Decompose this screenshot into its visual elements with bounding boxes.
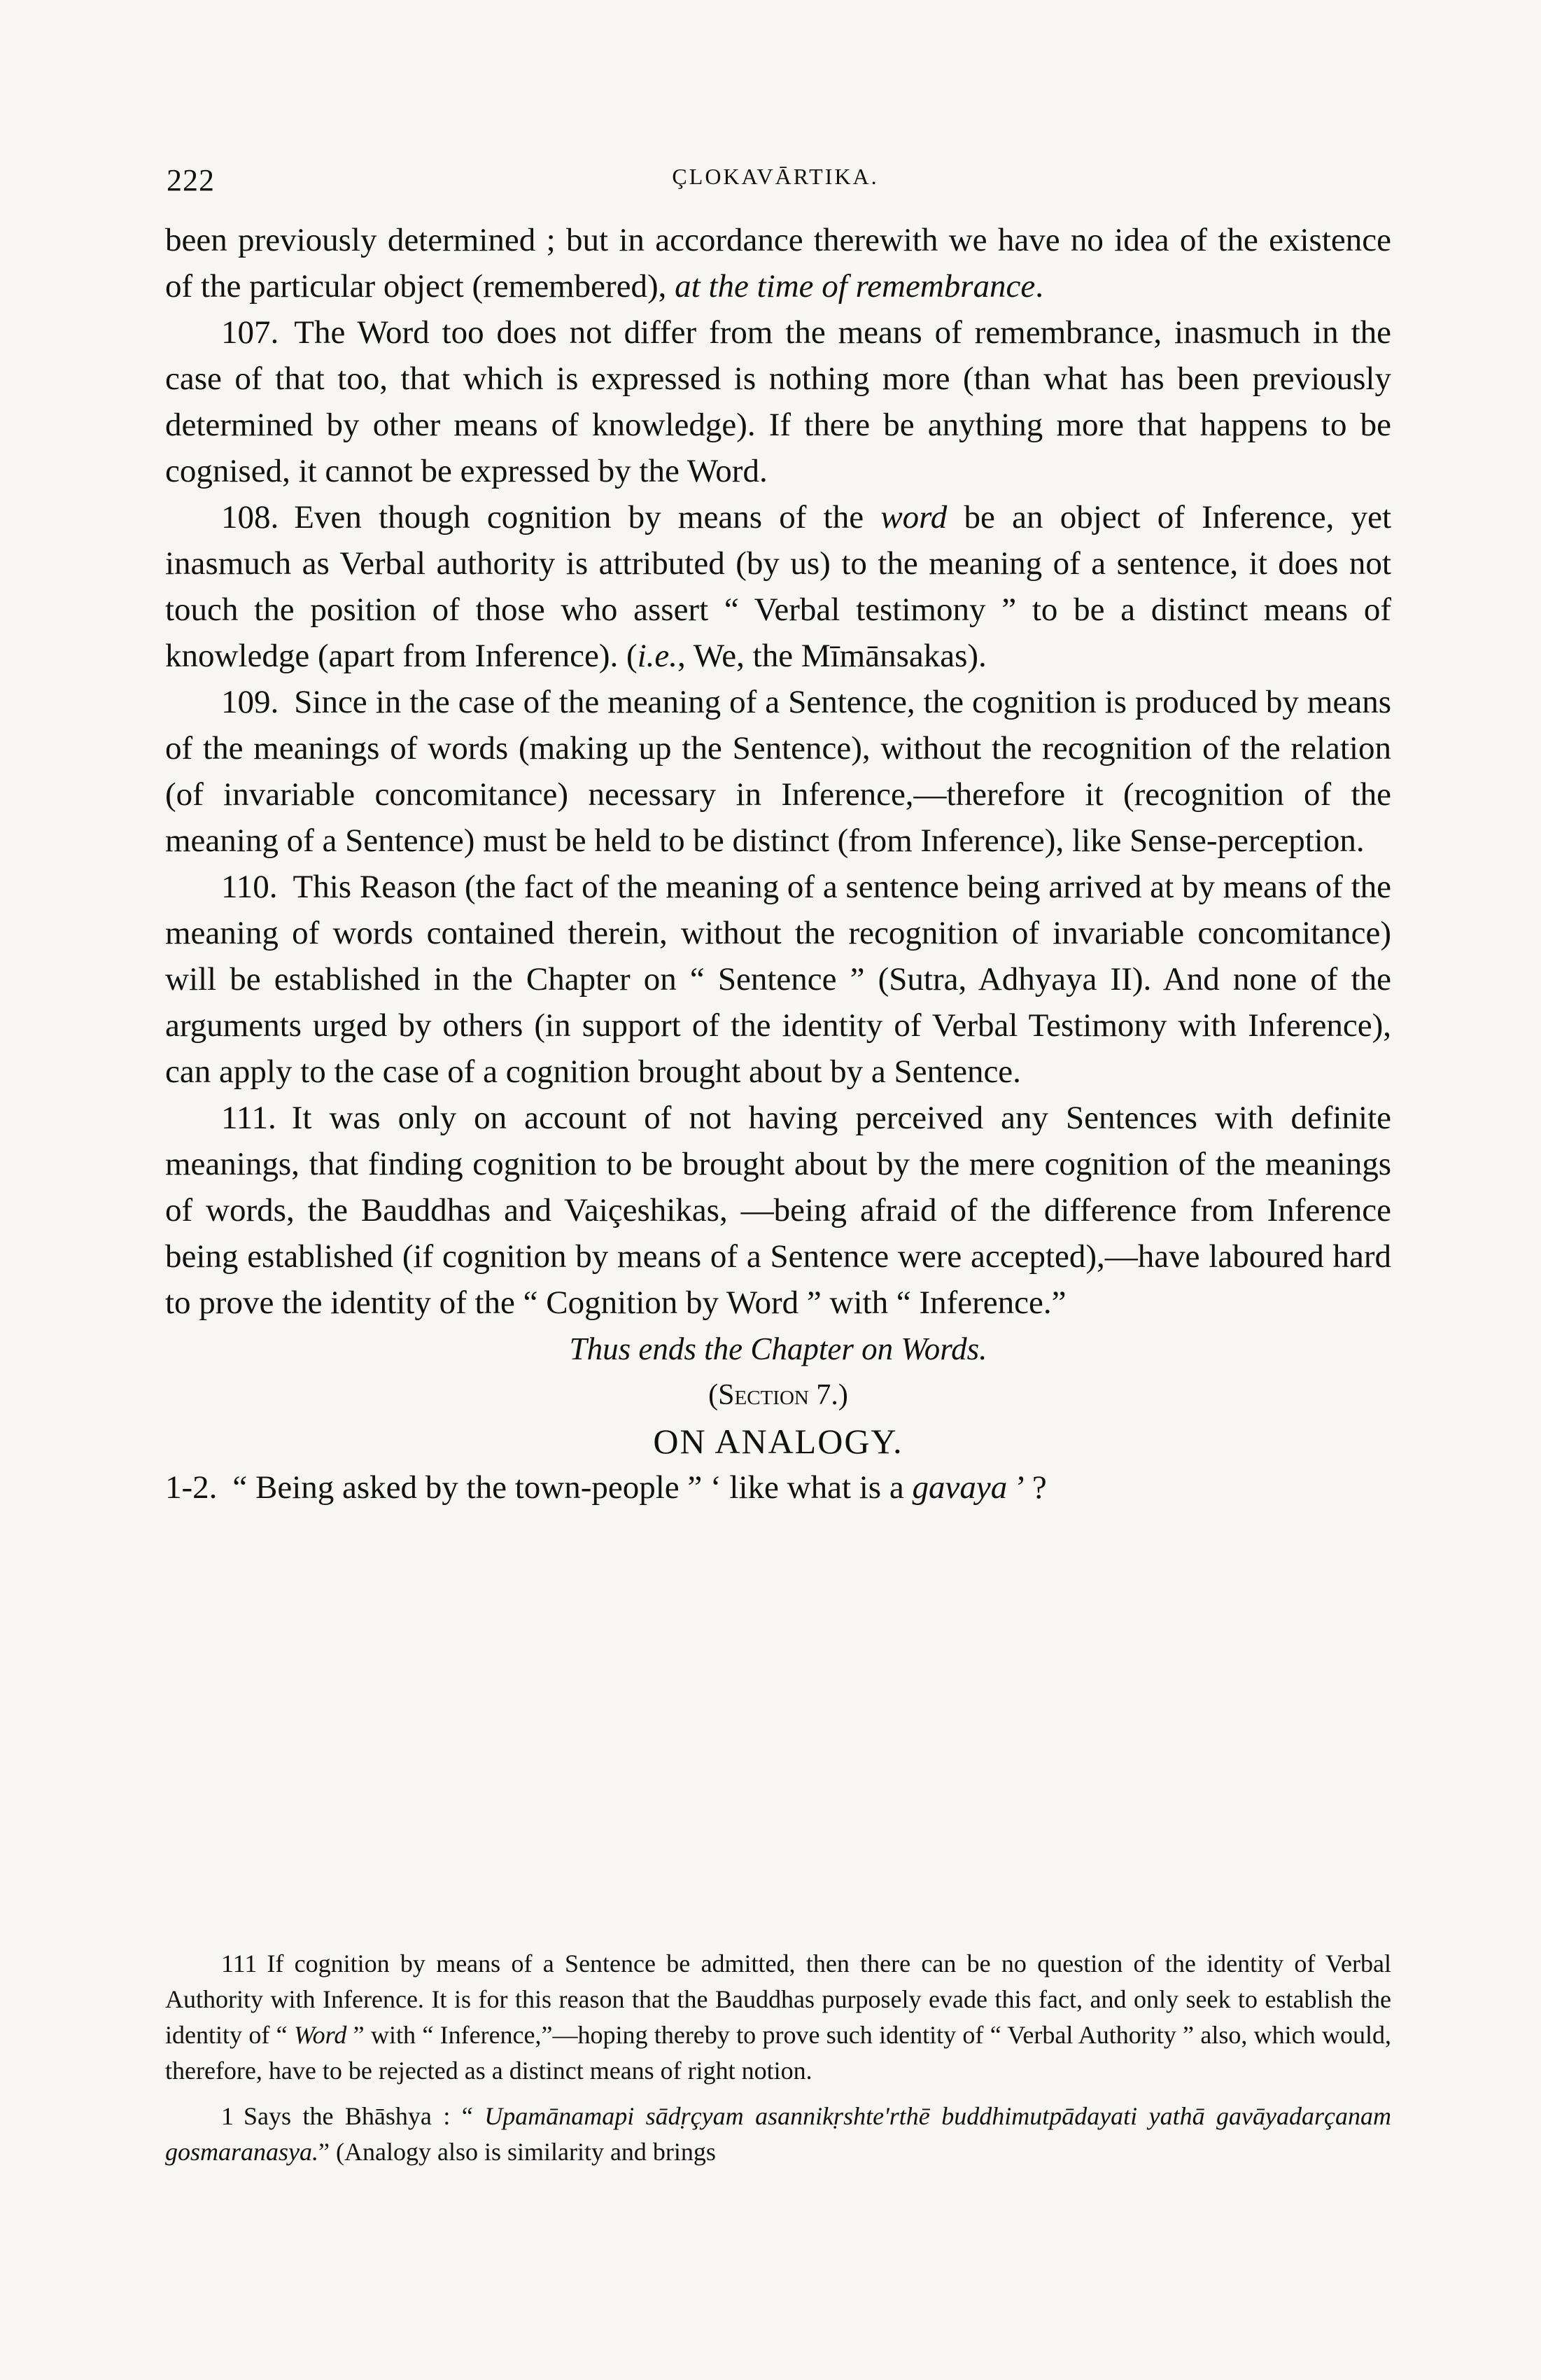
main-text <box>165 217 1391 1511</box>
page-header <box>167 162 1384 204</box>
section-label: (Section 7.) <box>708 1379 848 1411</box>
paragraph-108: 108. Even though cognition by means of the word be an object of Inference, yet inasmuch as Verbal authority is attributed (by us) to the meaning of a sentence, it does not touch the position of those who assert “ Verbal testimony ” to be a distinct means of knowledge (apart from Inference). (i.e., We, the Mīmānsakas). <box>165 499 1391 674</box>
paragraph-107: 107. The Word too does not differ from the means of remembrance, inasmuch in the case of that too, that which is expressed is nothing more (than what has been previously determined by other means of knowledge). If there be anything more that happens to be cognised, it cannot be expressed by the Word. <box>165 314 1391 489</box>
footnote-111: 111 If cognition by means of a Sentence be admitted, then there can be no question of the identity of Verbal Authority with Inference. It is for this reason that the Bauddhas purposely evade this fact, and only seek to establish the identity of “ Word ” with “ Inference,”—hoping thereby to prove such identity of “ Verbal Authority ” also, which would, therefore, have to be rejected as a distinct means of right notion. <box>165 1949 1391 2085</box>
footnote-number: 111 <box>221 1949 258 1977</box>
verse-1-2: 1-2. “ Being asked by the town-people ” ‘ like what is a gavaya ’ ? <box>165 1469 1047 1506</box>
footnotes <box>165 1946 1391 2180</box>
running-title: ÇLOKAVĀRTIKA. <box>672 164 879 189</box>
paragraph-number: 107. <box>221 314 279 351</box>
paragraph-109: 109. Since in the case of the meaning of a Sentence, the cognition is produced by means of the meanings of words (making up the Sentence), without the recognition of the relation (of invariable concomitance) necessary in Inference,—therefore it (recognition of the meaning of a Sentence) must be held to be distinct (from Inference), like Sense-perception. <box>165 684 1391 859</box>
paragraph-111: 111. It was only on account of not having perceived any Sentences with definite meanings, that finding cognition to be brought about by the mere cognition of the meanings of words, the Bauddhas and Vaiçeshikas, —being afraid of the difference from Inference being established (if cognition by means of a Sentence were accepted),—have laboured hard to prove the identity of the “ Cognition by Word ” with “ Inference.” <box>165 1100 1391 1321</box>
footnote-1: 1 Says the Bhāshya : “ Upamānamapi sādṛçyam asannikṛshte'rthē buddhimutpādayati yathā gavāyadarçanam gosmaranasya.” (Analogy also is similarity and brings <box>165 2102 1392 2166</box>
verse-number: 1-2. <box>165 1469 218 1506</box>
paragraph-number: 108. <box>221 499 279 536</box>
chapter-ending: Thus ends the Chapter on Words. <box>569 1331 987 1366</box>
footnote-number: 1 <box>221 2102 234 2130</box>
paragraph-number: 111. <box>221 1100 276 1136</box>
page-number: 222 <box>167 163 215 197</box>
paragraph-number: 110. <box>221 869 278 905</box>
paragraph-110: 110. This Reason (the fact of the meaning of a sentence being arrived at by means of the meaning of words contained therein, without the recognition of invariable concomitance) will be established in the Chapter on “ Sentence ” (Sutra, Adhyaya II). And none of the arguments urged by others (in support of the identity of Verbal Testimony with Inference), can apply to the case of a cognition brought about by a Sentence. <box>165 869 1391 1090</box>
section-title: ON ANALOGY. <box>653 1422 903 1461</box>
paragraph-continued: been previously determined ; but in accordance therewith we have no idea of the existence of the particular object (remembered), at the time of remembrance. <box>165 222 1391 304</box>
paragraph-number: 109. <box>221 684 279 720</box>
